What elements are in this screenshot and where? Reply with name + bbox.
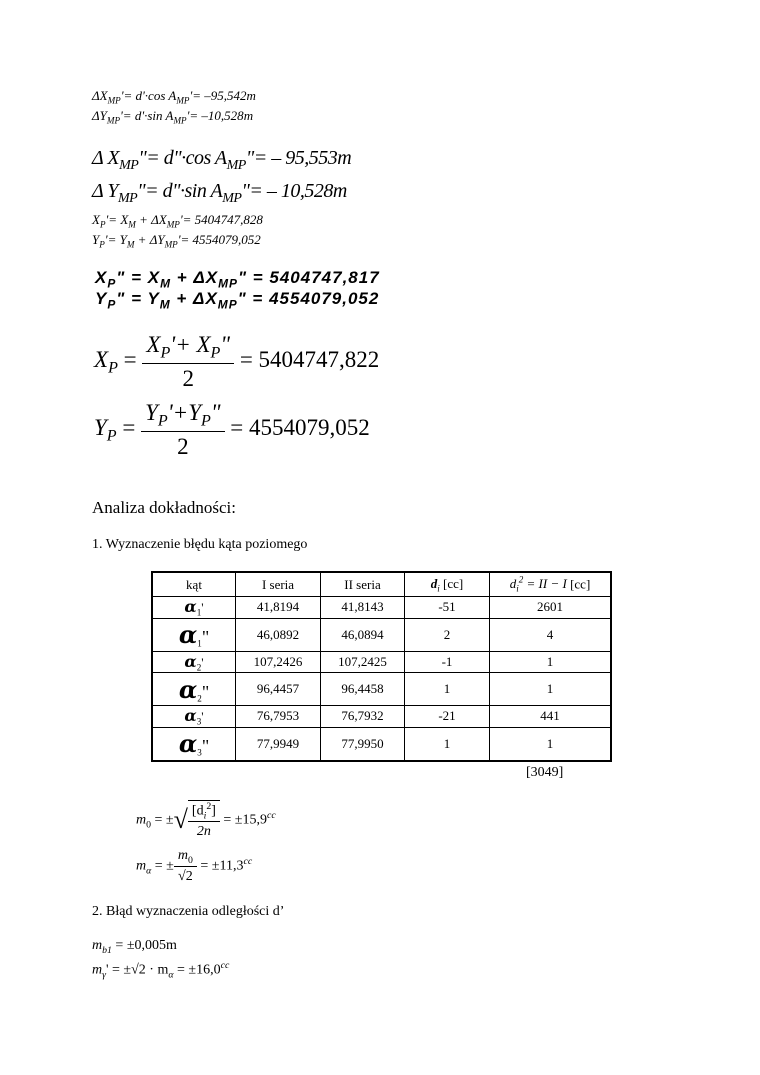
table-row [152, 673, 611, 706]
item-2-title: 2. Błąd wyznaczenia odległości d’ [92, 904, 285, 919]
angle-cell: $\alpha_2'$ [152, 651, 236, 673]
d-cell: -51 [405, 597, 490, 619]
angle-cell: $\alpha_1$" [152, 618, 236, 651]
eq-delta-x-prime: $\Delta X_{MP}'= d'\cdot\cos$ $A_{MP}'= -95,542m$ [92, 88, 256, 106]
angle-cell: $\alpha_3$" [152, 727, 236, 761]
m-alpha-fraction: $\frac{m_0}{√2}$ [174, 848, 197, 885]
col-d: $d_i$ [cc] [405, 572, 490, 597]
d2-cell: 1 [490, 651, 612, 673]
table-row [152, 727, 611, 761]
series-1-cell: 107,2426 [236, 651, 321, 673]
series-2-cell: 41,8143 [321, 597, 405, 619]
eq-m-gamma: $m_\gamma' = \pm√2 \cdot m_\alpha = \pm 16,0^{cc}$ [92, 960, 230, 981]
d2-cell: 1 [490, 673, 612, 706]
series-1-cell: 41,8194 [236, 597, 321, 619]
m0-fraction: $\frac{[d_i^2]}{2n}$ [188, 800, 220, 840]
eq-m-alpha: $m_\alpha$ = ± $\frac{m_0}{√2}$ = ±11,3$^{cc}$ [136, 848, 253, 884]
d-cell: -21 [405, 706, 490, 728]
d-cell: 2 [405, 618, 490, 651]
eq-xp-double-prime: $X_P$" = $X_M + \Delta X_{MP}$" = 5404747,817 [95, 268, 380, 291]
series-1-cell: 46,0892 [236, 618, 321, 651]
series-1-cell: 77,9949 [236, 727, 321, 761]
eq-m0: $m_0$ = ±√ $\frac{[d_i^2]}{2n}$ = ±15,9$^{cc}$ [136, 801, 276, 840]
d2-cell: 441 [490, 706, 612, 728]
item-1-title: 1. Wyznaczenie błędu kąta poziomego [92, 537, 308, 552]
eq-xp-mean: $X_P$ = $\frac{X_P'+ X_P"}{2}$ = 5404747,822 [94, 332, 380, 391]
series-2-cell: 76,7932 [321, 706, 405, 728]
col-series-2: II seria [321, 572, 405, 597]
table-row [152, 618, 611, 651]
xp-mean-fraction: $\frac{X_P'+ X_P"}{2}$ [142, 332, 234, 392]
eq-delta-y-double-prime: Δ $Y_{MP}"=$ d"·sin $A_{MP}"= - 10,528m$ [92, 180, 347, 206]
d-cell: -1 [405, 651, 490, 673]
series-2-cell: 77,9950 [321, 727, 405, 761]
col-d-squared: $d_i^2$ = II − I [cc] [490, 572, 612, 597]
eq-yp-double-prime: $Y_P$" = $Y_M + \Delta X_{MP}$" = 4554079,052 [95, 289, 380, 312]
d2-cell: 2601 [490, 597, 612, 619]
eq-yp-mean: $Y_P$ = $\frac{Y_P'+Y_P"}{2}$ = 4554079,052 [94, 400, 370, 459]
series-2-cell: 46,0894 [321, 618, 405, 651]
angle-cell: $\alpha_2$" [152, 673, 236, 706]
series-2-cell: 96,4458 [321, 673, 405, 706]
series-1-cell: 96,4457 [236, 673, 321, 706]
angle-cell: $\alpha_1'$ [152, 597, 236, 619]
section-title: Analiza dokładności: [92, 498, 236, 517]
d-cell: 1 [405, 673, 490, 706]
table-sum: [3049] [526, 765, 564, 780]
d2-cell: 4 [490, 618, 612, 651]
eq-delta-x-double-prime: Δ $X_{MP}"=$ d"·cos $A_{MP}"= - 95,553m$ [92, 147, 352, 173]
table-header-row [152, 572, 611, 597]
series-2-cell: 107,2425 [321, 651, 405, 673]
series-1-cell: 76,7953 [236, 706, 321, 728]
error-table [151, 571, 612, 762]
table-row [152, 706, 611, 728]
angle-cell: $\alpha_3'$ [152, 706, 236, 728]
col-series-1: I seria [236, 572, 321, 597]
col-angle: kąt [152, 572, 236, 597]
yp-mean-fraction: $\frac{Y_P'+Y_P"}{2}$ [141, 400, 224, 460]
table-row [152, 651, 611, 673]
d-cell: 1 [405, 727, 490, 761]
eq-delta-y-prime: $\Delta Y_{MP}'= d'\cdot\sin$ $A_{MP}'= -10,528m$ [92, 108, 254, 126]
eq-mb1: $m_{b1} = \pm 0,005m$ [92, 938, 177, 956]
table-row [152, 597, 611, 619]
d2-cell: 1 [490, 727, 612, 761]
eq-yp-prime: $Y_P'= Y_M + \Delta Y_{MP}'= 4554079,052$ [92, 232, 261, 250]
eq-xp-prime: $X_P'= X_M + \Delta X_{MP}'= 5404747,828$ [92, 212, 263, 230]
